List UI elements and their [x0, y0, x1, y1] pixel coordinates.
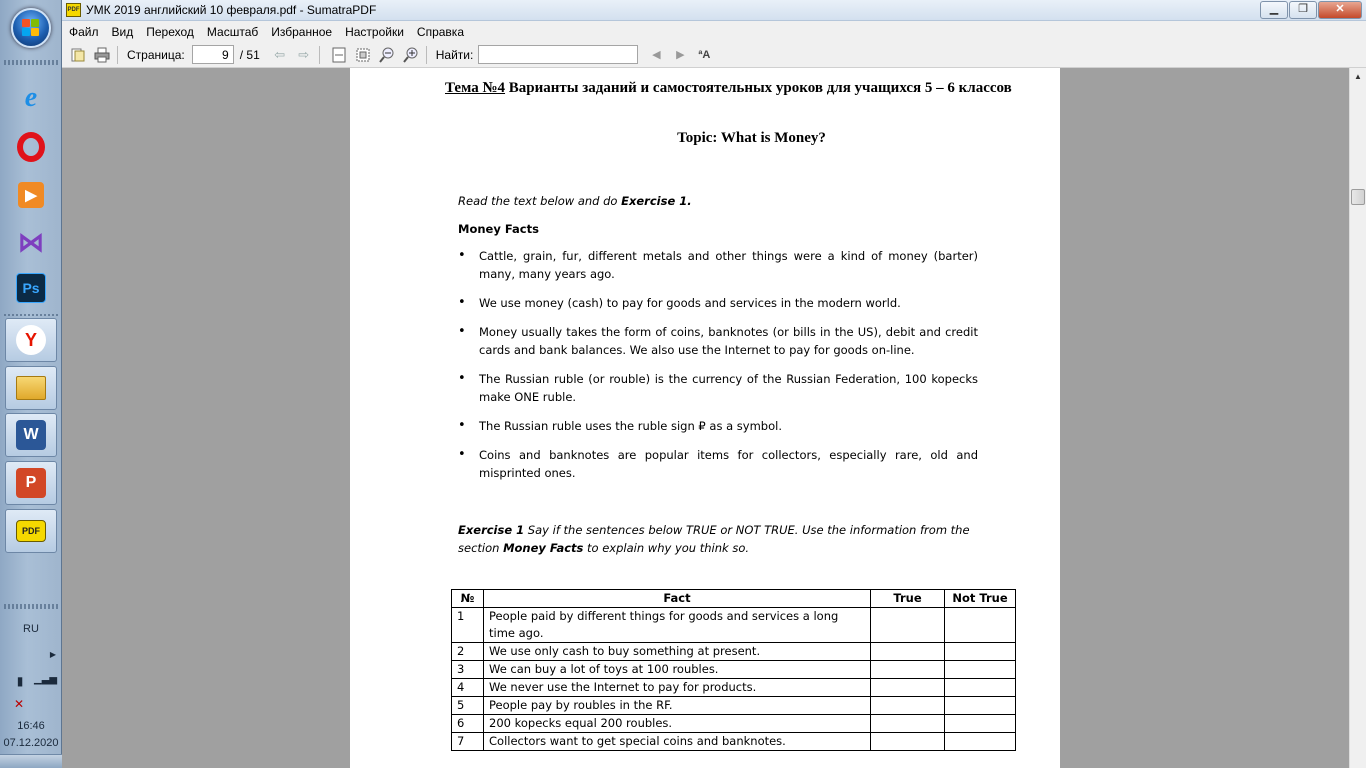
taskbar-divider: [4, 314, 58, 316]
list-item: • Cattle, grain, fur, different metals and other things were a kind of money (barter) many, many years ago.: [458, 247, 978, 283]
menu-file[interactable]: Файл: [69, 24, 99, 39]
close-button[interactable]: ✕: [1318, 1, 1362, 19]
row-fact: People paid by different things for goods and services a long time ago.: [484, 608, 871, 643]
volume-muted-icon[interactable]: ✕: [13, 697, 25, 711]
header-number: №: [452, 590, 484, 608]
title-bar: [62, 0, 1366, 21]
header-fact: Fact: [484, 590, 871, 608]
sumatrapdf-icon: PDF: [16, 520, 46, 542]
row-true: [871, 697, 945, 715]
taskbar: [0, 0, 62, 768]
row-fact: 200 kopecks equal 200 roubles.: [484, 715, 871, 733]
sumatrapdf-app-icon: PDF: [66, 3, 81, 17]
internet-explorer-icon: e: [24, 82, 38, 113]
scroll-up-icon[interactable]: ▲: [1354, 72, 1362, 81]
taskbar-app-visual-studio[interactable]: [5, 220, 57, 264]
page-total: / 51: [239, 47, 260, 62]
taskbar-app-yandex[interactable]: [5, 318, 57, 362]
media-player-icon: ▶: [18, 182, 44, 208]
row-true: [871, 733, 945, 751]
exercise-section-ref: Money Facts: [503, 541, 584, 555]
find-label: Найти:: [435, 47, 474, 62]
page-number-input[interactable]: [192, 45, 234, 64]
table-row: [452, 608, 1016, 643]
row-number: 3: [452, 661, 484, 679]
exercise-label: Exercise 1: [458, 523, 525, 537]
find-previous-icon[interactable]: ◀: [652, 49, 661, 61]
battery-icon[interactable]: ▮: [16, 674, 24, 688]
row-fact: We use only cash to buy something at present.: [484, 643, 871, 661]
list-item: • Coins and banknotes are popular items for collectors, especially rare, old and misprinted ones.: [458, 446, 978, 482]
row-true: [871, 679, 945, 697]
menu-favorites[interactable]: Избранное: [271, 24, 333, 39]
taskbar-app-word[interactable]: [5, 413, 57, 457]
yandex-icon: Y: [16, 325, 46, 355]
list-item: • The Russian ruble (or rouble) is the currency of the Russian Federation, 100 kopecks make ONE ruble.: [458, 370, 978, 406]
menu-view[interactable]: Вид: [111, 24, 134, 39]
powerpoint-icon: P: [16, 468, 46, 498]
window-title: УМК 2019 английский 10 февраля.pdf - SumatraPDF: [86, 3, 377, 17]
row-not-true: [945, 679, 1016, 697]
photoshop-icon: Ps: [16, 273, 46, 303]
header-true: True: [871, 590, 945, 608]
taskbar-app-ie[interactable]: [5, 76, 57, 120]
table-row: [452, 643, 1016, 661]
row-not-true: [945, 733, 1016, 751]
money-facts-list: [458, 247, 978, 493]
row-number: 2: [452, 643, 484, 661]
exercise-table: [451, 589, 1016, 751]
row-fact: We can buy a lot of toys at 100 roubles.: [484, 661, 871, 679]
row-not-true: [945, 661, 1016, 679]
lesson-title: Варианты заданий и самостоятельных уроков для учащихся 5 – 6 классов: [505, 80, 1012, 96]
row-not-true: [945, 715, 1016, 733]
header-not-true: Not True: [945, 590, 1016, 608]
toolbar-separator: [426, 46, 427, 64]
table-header-row: [452, 590, 1016, 608]
row-not-true: [945, 697, 1016, 715]
row-true: [871, 661, 945, 679]
taskbar-grip: [4, 60, 58, 65]
pdf-page: [350, 68, 1060, 768]
row-true: [871, 608, 945, 643]
menu-zoom[interactable]: Масштаб: [206, 24, 259, 39]
row-number: 5: [452, 697, 484, 715]
maximize-button[interactable]: ❐: [1289, 1, 1317, 19]
toolbar-separator: [117, 46, 118, 64]
menu-settings[interactable]: Настройки: [345, 24, 404, 39]
windows-logo-icon: [22, 19, 40, 37]
visual-studio-icon: ⋈: [18, 226, 44, 257]
section-title: Money Facts: [458, 222, 539, 236]
list-item: • The Russian ruble uses the ruble sign ₽ as a symbol.: [458, 417, 978, 435]
taskbar-app-sumatrapdf[interactable]: [5, 509, 57, 553]
clock-time[interactable]: 16:46: [17, 720, 45, 732]
list-item: • Money usually takes the form of coins, banknotes (or bills in the US), debit and credit cards and bank balances. We also use the Internet to pay for goods on-line.: [458, 323, 978, 359]
show-hidden-icons-icon[interactable]: ▶: [49, 650, 56, 659]
lesson-number: Тема №4: [445, 80, 506, 96]
exercise-instructions: [458, 521, 978, 557]
clock-date[interactable]: 07.12.2020: [3, 737, 59, 749]
row-fact: People pay by roubles in the RF.: [484, 697, 871, 715]
taskbar-app-photoshop[interactable]: [5, 266, 57, 310]
exercise-text-part1: Say if the sentences below TRUE or NOT TRUE. Use the information from the section: [458, 523, 970, 555]
table-row: [452, 661, 1016, 679]
row-not-true: [945, 608, 1016, 643]
find-next-icon[interactable]: ▶: [676, 49, 685, 61]
start-button[interactable]: [11, 8, 51, 48]
lesson-heading: [445, 74, 1035, 102]
taskbar-app-explorer[interactable]: [5, 366, 57, 410]
exercise-text-part2: to explain why you think so.: [583, 541, 750, 555]
match-case-icon[interactable]: ªA: [698, 48, 711, 61]
toolbar-separator: [319, 46, 320, 64]
language-indicator[interactable]: RU: [23, 623, 39, 635]
minimize-button[interactable]: ▁: [1260, 1, 1288, 19]
table-row: [452, 715, 1016, 733]
row-fact: Collectors want to get special coins and banknotes.: [484, 733, 871, 751]
scrollbar-thumb[interactable]: [1351, 189, 1365, 205]
document-view[interactable]: [62, 68, 1349, 768]
open-file-icon[interactable]: [68, 45, 88, 65]
row-number: 1: [452, 608, 484, 643]
table-row: [452, 679, 1016, 697]
row-number: 7: [452, 733, 484, 751]
toolbar: [62, 42, 1366, 68]
opera-icon: [17, 132, 45, 162]
zoom-out-icon[interactable]: [377, 45, 397, 65]
page-label: Страница:: [127, 47, 185, 62]
word-icon: W: [16, 420, 46, 450]
row-number: 4: [452, 679, 484, 697]
intro-text: [458, 192, 692, 210]
row-not-true: [945, 643, 1016, 661]
menu-bar: [62, 21, 1366, 42]
taskbar-app-opera[interactable]: [5, 125, 57, 169]
menu-go-to[interactable]: Переход: [146, 24, 194, 39]
intro-plain: Read the text below and do: [458, 194, 622, 208]
taskbar-app-media-player[interactable]: [5, 173, 57, 217]
row-true: [871, 715, 945, 733]
table-row: [452, 733, 1016, 751]
table-row: [452, 697, 1016, 715]
previous-page-icon[interactable]: ⇦: [274, 46, 286, 62]
zoom-in-icon[interactable]: [401, 45, 421, 65]
list-item: • We use money (cash) to pay for goods and services in the modern world.: [458, 294, 978, 312]
topic-title: Topic: What is Money?: [677, 130, 826, 146]
row-number: 6: [452, 715, 484, 733]
intro-exercise-ref: Exercise 1.: [621, 194, 692, 208]
tray-grip: [4, 604, 58, 609]
show-desktop-button[interactable]: [0, 754, 62, 768]
file-explorer-icon: [16, 376, 46, 400]
next-page-icon[interactable]: ⇨: [298, 46, 310, 62]
find-input[interactable]: [478, 45, 638, 64]
fit-width-icon[interactable]: [353, 45, 373, 65]
row-true: [871, 643, 945, 661]
vertical-scrollbar[interactable]: [1349, 68, 1366, 768]
print-icon[interactable]: [92, 45, 112, 65]
menu-help[interactable]: Справка: [416, 24, 464, 39]
network-icon[interactable]: ▁▃▅: [34, 674, 58, 685]
taskbar-app-powerpoint[interactable]: [5, 461, 57, 505]
row-fact: We never use the Internet to pay for products.: [484, 679, 871, 697]
fit-page-icon[interactable]: [329, 45, 349, 65]
